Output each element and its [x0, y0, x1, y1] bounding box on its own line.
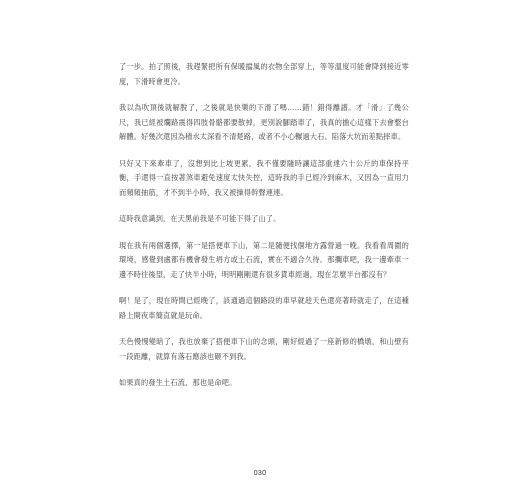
paragraph-8: 如果真的發生土石流，那也是命吧。: [119, 378, 237, 387]
paragraph-3: 只好又下來牽車了，沒想到比上坡更累，我不僅要隨時讓這部重達六十公斤的車保持平衡，手還得一直按著煞車避免速度太快失控，這時我的手已經冷到麻木，又因為一直用力而頻頻抽筋，才不到半小時，我又被操得幹聲連連。: [119, 158, 409, 197]
body-text: [119, 60, 409, 403]
page-number: 030: [253, 470, 267, 477]
paragraph-6: 啊！是了，現在時間已經晚了，該通過這個路段的車早就趁天色還亮著時就走了，在這種路上開夜車簡直就是玩命。: [119, 296, 409, 320]
paragraph-7: 天色慢慢變暗了，我也放棄了搭便車下山的念頭，剛好經過了一座新修的橋墩，和山壁有一段距離，就算有落石應該也砸不到我。: [119, 337, 409, 361]
paragraph-5: 現在我有兩個選擇，第一是搭便車下山，第二是隨便找個地方露營過一晚。我看看周圍的環境，感覺到處都有機會發生坍方或土石流，實在不適合久待。那攔車吧，我一邊牽車一邊不時往後望，走了快半小時，明明剛剛還有很多貨車經過，現在怎麼半台都沒有？: [119, 240, 409, 279]
paragraph-4: 這時我意識到，在天黑前我是不可能下得了山了。: [119, 214, 281, 223]
paragraph-1: 了一步。拍了照後，我趕緊把所有保暖擋風的衣物全部穿上，等等溫度可能會降到接近零度，下滑時會更冷。: [119, 62, 409, 86]
paragraph-2: 我以為吹頂後就解脫了，之後就是快樂的下滑了嗎……錯！錯得離譜。才「滑」了幾公尺，我已經被爛路震得四肢骨骼都要散掉，更別說腳踏車了，我真的擔心這樣下去會整台解體。好幾次還因為積水太深看不清楚路，或者不小心輾過大石、陷落大坑而差點摔車。: [119, 103, 409, 141]
